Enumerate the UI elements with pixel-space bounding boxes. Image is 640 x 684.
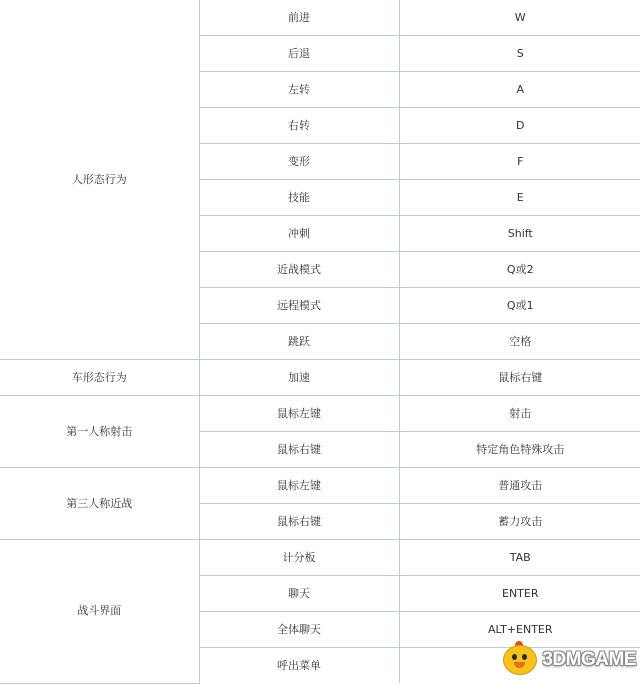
action-cell: 右转 bbox=[199, 108, 399, 144]
key-cell: TAB bbox=[399, 540, 640, 576]
action-cell: 鼠标左键 bbox=[199, 468, 399, 504]
action-cell: 前进 bbox=[199, 0, 399, 36]
key-cell: E bbox=[399, 180, 640, 216]
action-cell: 鼠标右键 bbox=[199, 432, 399, 468]
key-cell: ALT+ENTER bbox=[399, 612, 640, 648]
action-cell: 后退 bbox=[199, 36, 399, 72]
action-cell: 鼠标右键 bbox=[199, 504, 399, 540]
action-cell: 跳跃 bbox=[199, 324, 399, 360]
group-name-cell: 第三人称近战 bbox=[0, 468, 199, 540]
key-cell: Shift bbox=[399, 216, 640, 252]
key-cell: Q或2 bbox=[399, 252, 640, 288]
table-row bbox=[0, 360, 640, 396]
key-cell: 鼠标右键 bbox=[399, 360, 640, 396]
group-name-cell: 人形态行为 bbox=[0, 0, 199, 360]
table-row bbox=[0, 396, 640, 432]
key-cell: ENTER bbox=[399, 576, 640, 612]
key-cell: 普通攻击 bbox=[399, 468, 640, 504]
group-name-cell: 战斗界面 bbox=[0, 540, 199, 684]
key-cell: D bbox=[399, 108, 640, 144]
action-cell: 近战模式 bbox=[199, 252, 399, 288]
action-cell: 计分板 bbox=[199, 540, 399, 576]
key-cell: F bbox=[399, 144, 640, 180]
action-cell: 变形 bbox=[199, 144, 399, 180]
action-cell: 呼出菜单 bbox=[199, 648, 399, 684]
table-row bbox=[0, 0, 640, 36]
action-cell: 加速 bbox=[199, 360, 399, 396]
mascot-bird-icon bbox=[501, 643, 539, 677]
table-row bbox=[0, 468, 640, 504]
key-cell: Q或1 bbox=[399, 288, 640, 324]
action-cell: 远程模式 bbox=[199, 288, 399, 324]
action-cell: 左转 bbox=[199, 72, 399, 108]
key-cell: 空格 bbox=[399, 324, 640, 360]
action-cell: 技能 bbox=[199, 180, 399, 216]
watermark-text: 3DMGAME bbox=[542, 649, 636, 670]
key-cell: A bbox=[399, 72, 640, 108]
group-name-cell: 车形态行为 bbox=[0, 360, 199, 396]
group-name-cell: 第一人称射击 bbox=[0, 396, 199, 468]
key-cell: S bbox=[399, 36, 640, 72]
action-cell: 聊天 bbox=[199, 576, 399, 612]
key-cell: 蓄力攻击 bbox=[399, 504, 640, 540]
key-cell: 射击 bbox=[399, 396, 640, 432]
action-cell: 冲刺 bbox=[199, 216, 399, 252]
watermark bbox=[501, 643, 636, 677]
key-cell: W bbox=[399, 0, 640, 36]
table-row bbox=[0, 540, 640, 576]
key-cell: 特定角色特殊攻击 bbox=[399, 432, 640, 468]
action-cell: 鼠标左键 bbox=[199, 396, 399, 432]
action-cell: 全体聊天 bbox=[199, 612, 399, 648]
